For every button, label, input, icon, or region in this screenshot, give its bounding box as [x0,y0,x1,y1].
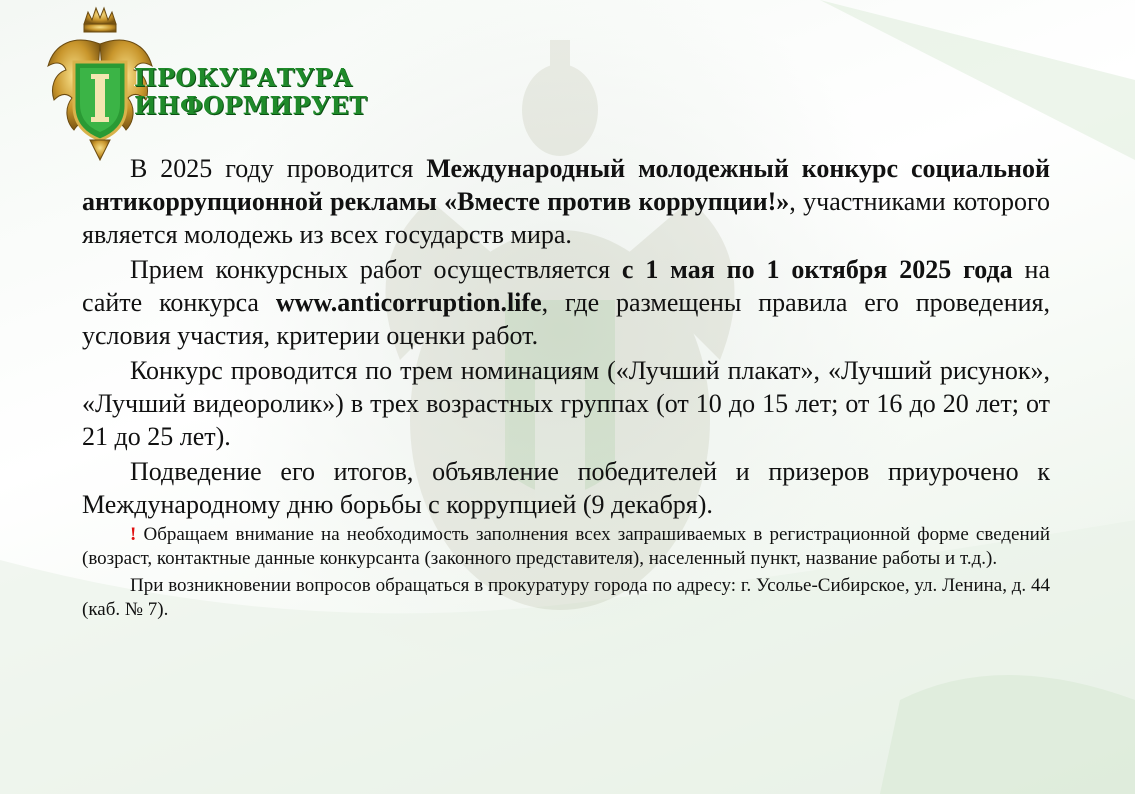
p2-website: www.anticorruption.life [275,288,542,317]
header-title-line2: ИНФОРМИРУЕТ [134,91,368,120]
paragraph-nominations: Конкурс проводится по трем номинациям («Лучший плакат», «Лучший рисунок», «Лучший видеоролик») в трех возрастных группах (от 10 до 15 лет; от 16 до 20 лет; от 21 до 25 лет). [82,356,1050,451]
header-title-line1: ПРОКУРАТУРА [134,63,353,92]
p2-dates: с 1 мая по 1 октября 2025 года [621,255,1013,284]
p2-text-1: Прием конкурсных работ осуществляется [130,255,622,284]
p5-text: Обращаем внимание на необходимость заполнения всех запрашиваемых в регистрационной форме сведений (возраст, контактные данные конкурсанта (законного представителя), населенный пункт, название работы и т.д.). [82,524,1050,569]
p2-text-2: на сайте конкурса [82,255,1050,317]
paragraph-contest-intro [82,152,1050,251]
header-title [134,64,367,120]
exclamation-mark: ! [130,524,137,545]
p2-text-3: , где размещены правила его проведения, условия участия, критерии оценки работ. [82,288,1050,350]
p1-contest-name: Международный молодежный конкурс социальной антикоррупционной рекламы «Вместе против коррупции!» [82,154,1050,216]
paragraph-submission-dates [82,253,1050,352]
announcement-body [82,152,1050,625]
paragraph-results: Подведение его итогов, объявление победителей и призеров приурочено к Международному дню борьбы с коррупцией (9 декабря). [82,457,1050,519]
p1-text-2: , участниками которого является молодежь из всех государств мира. [82,187,1050,249]
p1-text-1: В 2025 году проводится [130,154,427,183]
paragraph-contact-address: При возникновении вопросов обращаться в прокуратуру города по адресу: г. Усолье-Сибирское, ул. Ленина, д. 44 (каб. № 7). [82,575,1050,620]
paragraph-attention-note [82,523,1050,571]
